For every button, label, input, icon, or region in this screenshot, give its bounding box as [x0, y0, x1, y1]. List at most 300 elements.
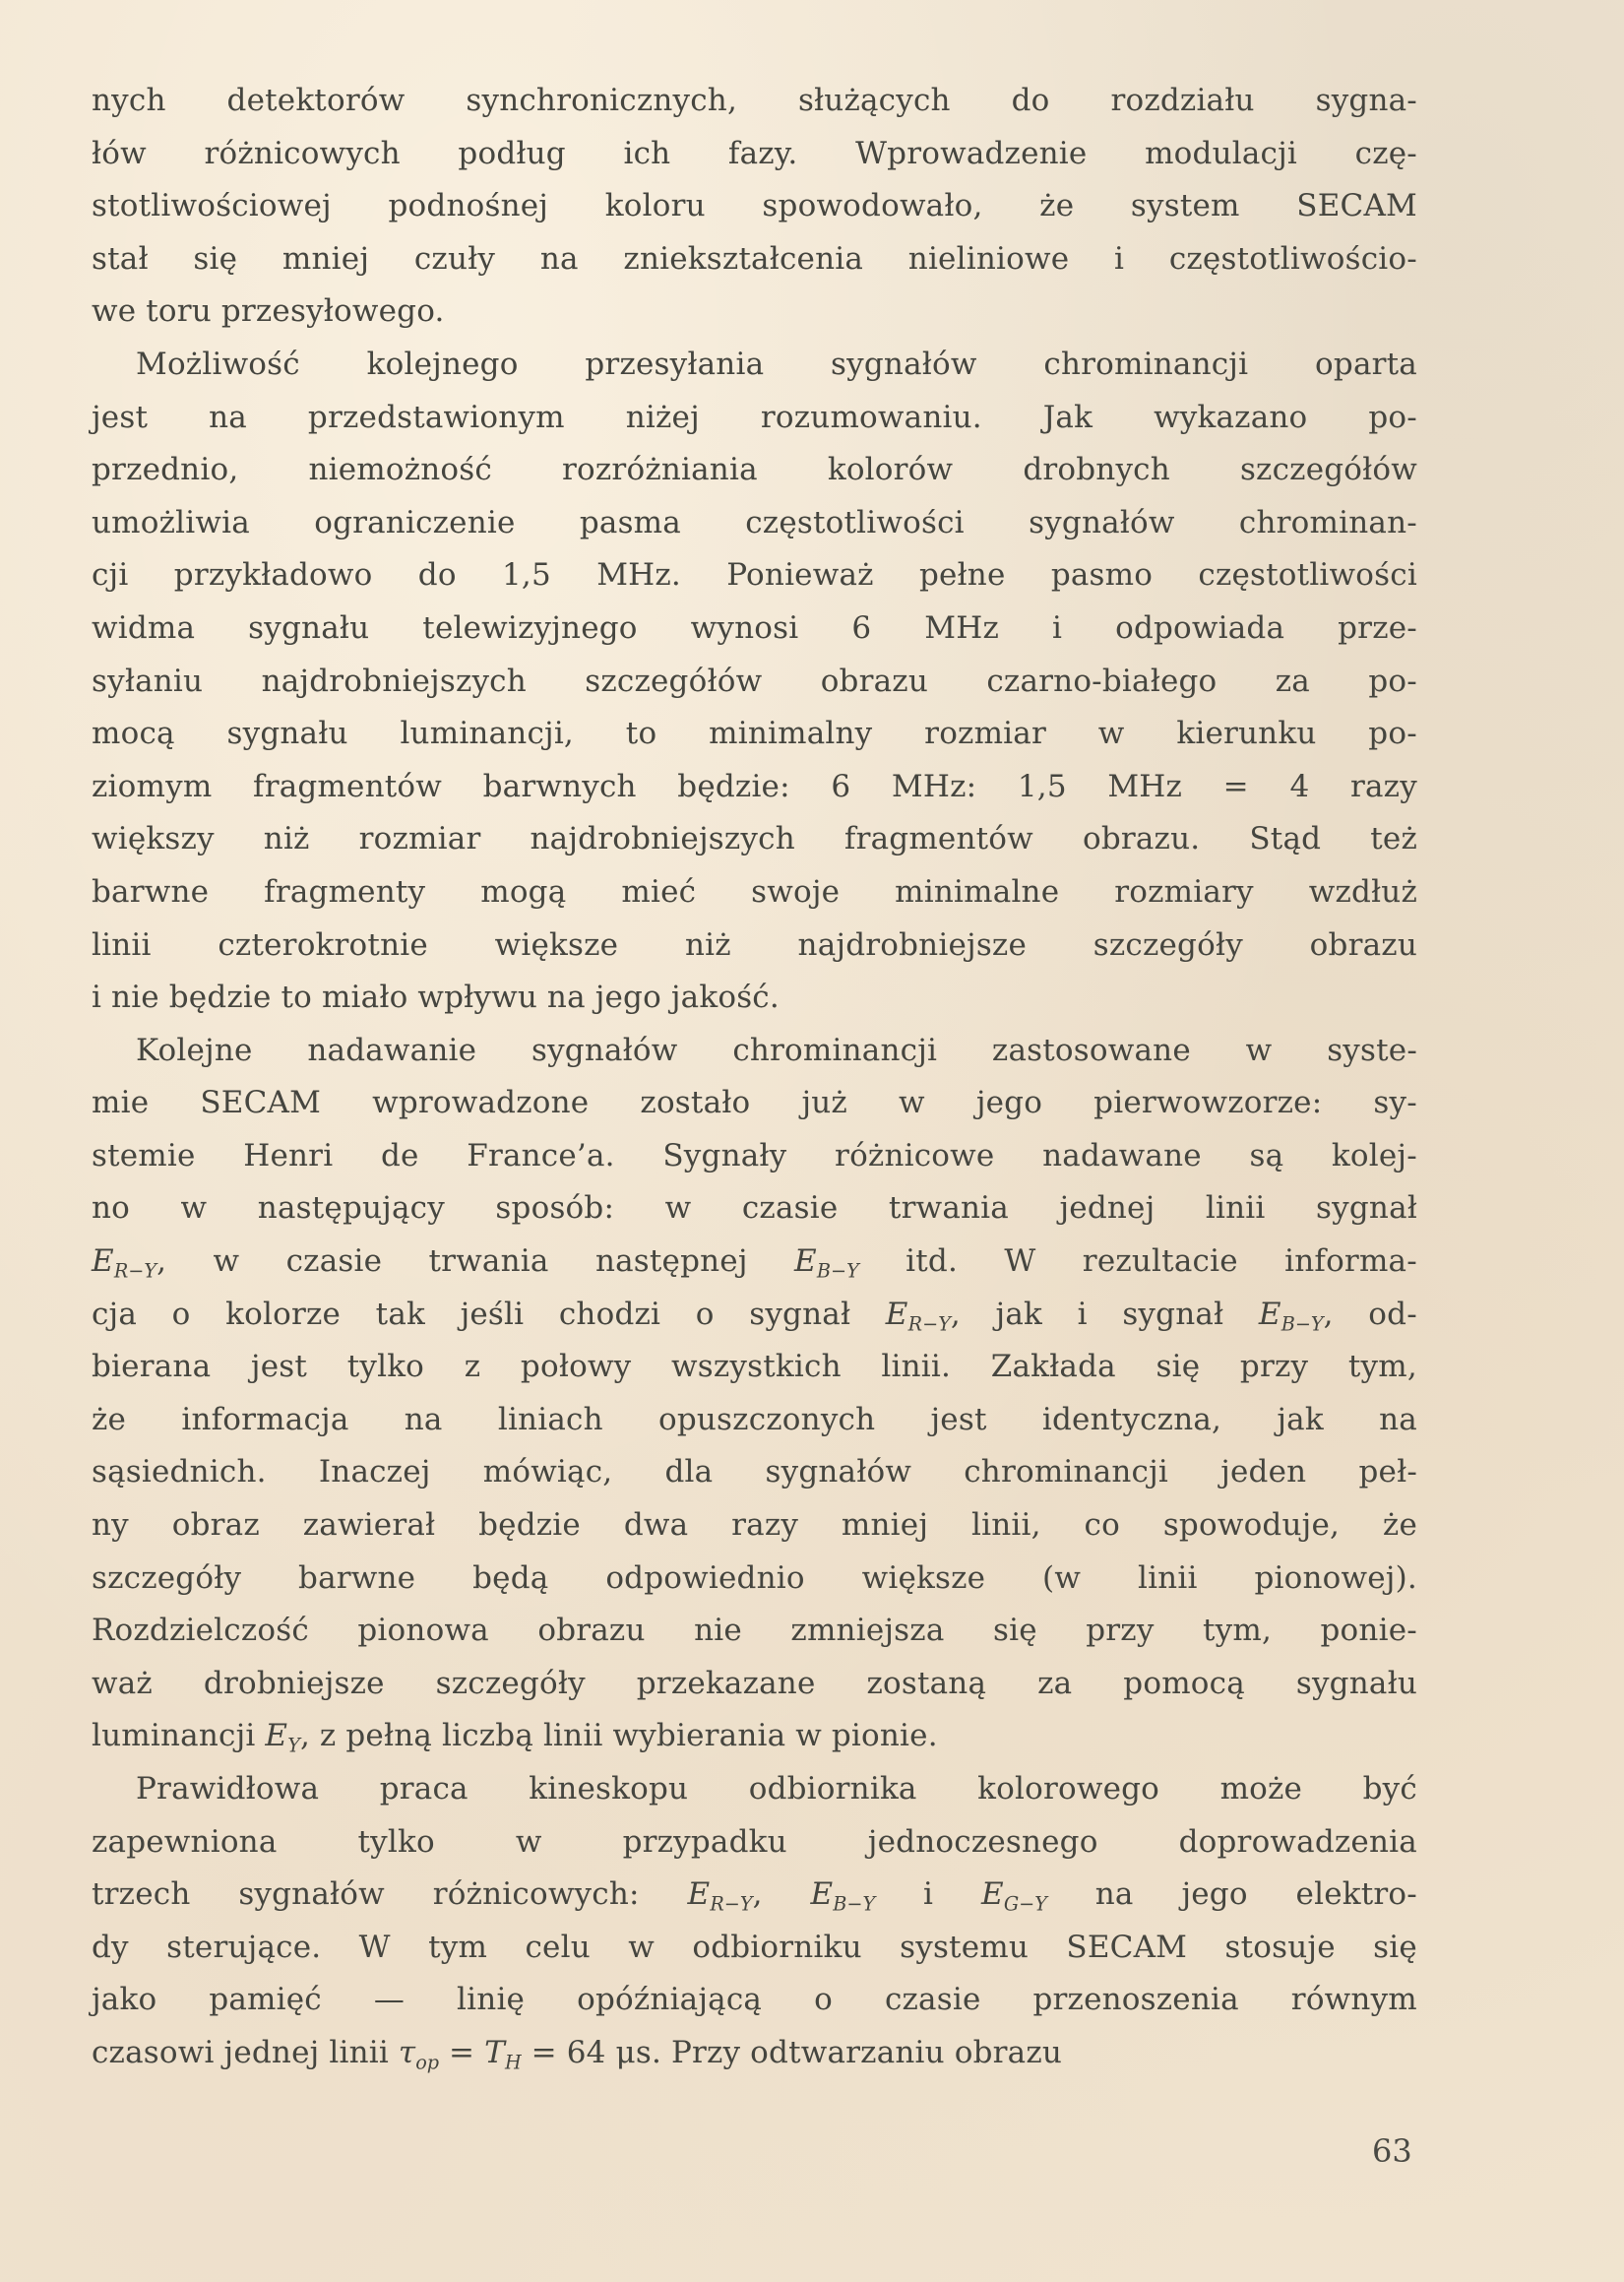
word: informacja: [181, 1401, 349, 1437]
word: synchronicznych,: [466, 83, 738, 118]
word: Zakłada: [990, 1349, 1116, 1385]
word: na: [539, 240, 579, 277]
math-subscript: G−Y: [1003, 1892, 1047, 1916]
word: Inaczej: [318, 1454, 431, 1490]
word: jednej: [1059, 1190, 1156, 1227]
word: ich: [623, 135, 671, 171]
word: w: [515, 1823, 542, 1860]
word: sąsiednich.: [92, 1454, 267, 1490]
word: pomocą: [1123, 1665, 1245, 1701]
word: czę-: [1354, 135, 1417, 171]
text-line: [92, 1182, 1417, 1236]
word: prze-: [1338, 609, 1417, 646]
word: mie: [92, 1085, 150, 1121]
math-base: E: [980, 1876, 1004, 1913]
word: W: [1004, 1243, 1036, 1280]
word: jego: [975, 1085, 1043, 1121]
math-symbol: [399, 2027, 439, 2089]
word: kolej-: [1331, 1137, 1417, 1173]
punctuation: ,: [1323, 1296, 1334, 1332]
math-subscript: H: [505, 2051, 522, 2074]
word: linii: [1137, 1559, 1198, 1596]
text-line: [92, 180, 1417, 233]
word: obrazu.: [1082, 821, 1201, 857]
word: Kolejne: [136, 1032, 253, 1068]
word: tak: [375, 1296, 425, 1332]
word: różnicowych:: [432, 1876, 640, 1913]
word: kolorze: [225, 1296, 342, 1332]
word: są: [1249, 1137, 1284, 1173]
word: czasie: [285, 1243, 383, 1280]
word: zniekształcenia: [623, 240, 864, 277]
word: minimalne: [895, 873, 1060, 910]
word: 6: [831, 768, 851, 804]
math-subscript: R−Y: [907, 1312, 951, 1336]
math-base: E: [265, 1718, 288, 1754]
word: celu: [525, 1929, 591, 1965]
word: fragmenty: [264, 873, 426, 910]
word: sygnału: [1295, 1665, 1417, 1701]
word: MHz: [1107, 768, 1183, 804]
word: wynosi: [690, 609, 799, 646]
word: umożliwia: [92, 504, 250, 540]
word: chrominancji: [732, 1032, 938, 1068]
word: opuszczonych: [657, 1401, 876, 1437]
word: odbiorniku: [692, 1929, 862, 1965]
word: to: [625, 716, 657, 752]
text-line: [92, 1658, 1417, 1711]
word: jednoczesnego: [867, 1823, 1098, 1860]
word: =: [449, 2034, 475, 2070]
word: pionowej).: [1254, 1559, 1417, 1596]
word: częstotliwości: [1198, 557, 1417, 594]
word: o: [695, 1296, 715, 1332]
word: linii: [329, 2034, 389, 2070]
word: w: [1245, 1032, 1273, 1068]
word: koloru: [604, 188, 706, 224]
word: zawierał: [302, 1507, 436, 1544]
word: (w: [1042, 1559, 1082, 1596]
word: tym: [428, 1929, 488, 1965]
word: niżej: [625, 399, 700, 435]
word: jako: [92, 1982, 157, 2018]
text-line: [92, 1341, 1417, 1394]
word: obrazu: [537, 1613, 646, 1649]
text-line: [92, 1025, 1417, 1078]
text-line: [92, 1394, 1417, 1447]
word: stosuje: [1224, 1929, 1336, 1965]
word: niż: [263, 821, 310, 857]
word: odbiornika: [748, 1771, 917, 1807]
word: jest: [92, 399, 149, 435]
word: przedstawionym: [307, 399, 565, 435]
word: telewizyjnego: [422, 609, 638, 646]
word: modulacji: [1145, 135, 1298, 171]
word: w: [180, 1190, 208, 1227]
word: i: [923, 1876, 934, 1913]
word: sygnałów: [1029, 504, 1175, 540]
word: rozmiar: [358, 821, 481, 857]
text-line: [92, 497, 1417, 550]
paragraph: [92, 1025, 1417, 1763]
text-line: [92, 1869, 1417, 1922]
word: 6: [851, 609, 872, 646]
word: wprowadzone: [372, 1085, 590, 1121]
text-line: [92, 339, 1417, 392]
word: przekazane: [636, 1665, 816, 1701]
math-subscript: B−Y: [1280, 1312, 1324, 1336]
word: linii,: [971, 1507, 1041, 1544]
word: informa-: [1284, 1243, 1417, 1280]
word: szczegóły: [435, 1665, 586, 1701]
paragraph: [92, 75, 1417, 339]
word: nych: [92, 83, 166, 118]
word: pełną: [345, 1718, 433, 1754]
word: sygna-: [1315, 83, 1417, 118]
word: spowodowało,: [762, 188, 983, 224]
text-line: [92, 444, 1417, 497]
math-subscript: R−Y: [113, 1259, 157, 1283]
word: fazy.: [727, 135, 798, 171]
word: niż: [684, 926, 731, 963]
word: będzie:: [677, 768, 790, 804]
word: no: [92, 1190, 131, 1227]
word: zostało: [640, 1085, 751, 1121]
word: syłaniu: [92, 663, 204, 699]
word: barwnych: [482, 768, 637, 804]
word: po-: [1368, 663, 1417, 699]
word: czuły: [413, 240, 496, 277]
word: nie: [111, 980, 159, 1016]
word: liniach: [497, 1401, 603, 1437]
word: przykładowo: [173, 557, 373, 594]
text-line: [92, 1922, 1417, 1975]
word: z: [319, 1718, 337, 1754]
word: Prawidłowa: [136, 1771, 320, 1807]
word: na: [209, 399, 247, 435]
word: przy: [1239, 1349, 1309, 1385]
word: linii: [1205, 1190, 1266, 1227]
word: obrazu: [954, 2034, 1063, 2070]
word: łów: [92, 135, 147, 171]
word: większy: [92, 821, 215, 857]
word: co: [1084, 1507, 1120, 1544]
word: μs.: [615, 2034, 662, 2070]
word: tylko: [357, 1823, 435, 1860]
word: rozumowaniu.: [760, 399, 982, 435]
word: sy-: [1373, 1085, 1417, 1121]
word: pierwowzorze:: [1093, 1085, 1323, 1121]
word: czarno-białego: [986, 663, 1218, 699]
word: równym: [1290, 1982, 1417, 2018]
word: przy: [1086, 1613, 1155, 1649]
math-subscript: op: [415, 2051, 440, 2074]
word: czasie: [884, 1982, 981, 2018]
word: de: [380, 1137, 419, 1173]
word: czasie: [741, 1190, 839, 1227]
word: jednej: [223, 2034, 320, 2070]
word: obraz: [171, 1507, 260, 1544]
word: na: [404, 1401, 443, 1437]
word: przednio,: [92, 452, 239, 488]
word: pełne: [918, 557, 1006, 594]
word: jeden: [1220, 1454, 1307, 1490]
word: odpowiednio: [605, 1559, 805, 1596]
text-line: [92, 1236, 1417, 1289]
word: kolejnego: [366, 346, 519, 382]
word: linii: [542, 1718, 603, 1754]
word: to: [281, 980, 313, 1016]
word: stał: [92, 240, 149, 277]
word: France’a.: [467, 1137, 615, 1173]
text-line: [92, 708, 1417, 761]
word: niemożność: [308, 452, 492, 488]
word: w: [795, 1718, 822, 1754]
word: będzie: [478, 1507, 581, 1544]
word: częstotliwości: [745, 504, 965, 540]
word: czterokrotnie: [218, 926, 428, 963]
text-line: [92, 602, 1417, 656]
word: ograniczenie: [314, 504, 516, 540]
word: systemu: [900, 1929, 1030, 1965]
word: jak: [1277, 1401, 1324, 1437]
page-number: 63: [1372, 2132, 1412, 2170]
word: odtwarzaniu: [750, 2034, 945, 2070]
word: nadawane: [1042, 1137, 1202, 1173]
word: nie: [694, 1613, 742, 1649]
word: widma: [92, 609, 196, 646]
math-base: E: [885, 1296, 908, 1332]
text-line: [92, 1077, 1417, 1130]
word: sygnałów: [765, 1454, 912, 1490]
word: następujący: [257, 1190, 445, 1227]
word: i: [1051, 609, 1063, 646]
word: też: [1370, 821, 1417, 857]
word: cja: [92, 1296, 138, 1332]
math-subscript: B−Y: [833, 1892, 876, 1916]
word: szczegółów: [585, 663, 763, 699]
word: sygnału: [226, 716, 348, 752]
text-line: [92, 866, 1417, 919]
word: dla: [664, 1454, 714, 1490]
word: jeśli: [460, 1296, 525, 1332]
word: się: [1156, 1349, 1201, 1385]
word: zostaną: [866, 1665, 987, 1701]
word: przesyłania: [585, 346, 765, 382]
text-line: [92, 1974, 1417, 2027]
word: detektorów: [226, 83, 406, 118]
word: podnośnej: [388, 188, 549, 224]
punctuation: ,: [950, 1296, 961, 1332]
word: się: [1373, 1929, 1417, 1965]
word: się: [992, 1613, 1037, 1649]
word: luminancji: [92, 1718, 256, 1754]
word: rozróżniania: [562, 452, 758, 488]
word: mocą: [92, 716, 175, 752]
word: najdrobniejsze: [797, 926, 1028, 963]
word: doprowadzenia: [1178, 1823, 1417, 1860]
word: za: [1037, 1665, 1073, 1701]
word: sposób:: [495, 1190, 615, 1227]
word: Sygnały: [662, 1137, 787, 1173]
word: ponie-: [1320, 1613, 1417, 1649]
word: Możliwość: [136, 346, 300, 382]
word: mogą: [480, 873, 567, 910]
paragraph: [92, 339, 1417, 1025]
word: kolorów: [827, 452, 954, 488]
word: połowy: [520, 1349, 632, 1385]
word: że: [1382, 1507, 1417, 1544]
text-line: [92, 1816, 1417, 1870]
word: pionie.: [831, 1718, 938, 1754]
word: Przy: [670, 2034, 741, 2070]
word: linii.: [881, 1349, 952, 1385]
word: zapewniona: [92, 1823, 278, 1860]
word: wybierania: [612, 1718, 786, 1754]
word: 64: [566, 2034, 606, 2070]
word: miało: [321, 980, 408, 1016]
word: rozmiary: [1114, 873, 1254, 910]
word: trwania: [428, 1243, 549, 1280]
word: trzech: [92, 1876, 191, 1913]
word: nadawanie: [307, 1032, 477, 1068]
word: sygnał: [749, 1296, 851, 1332]
word: o: [814, 1982, 833, 2018]
word: drobniejsze: [203, 1665, 385, 1701]
word: bierana: [92, 1349, 212, 1385]
word: ny: [92, 1507, 129, 1544]
word: najdrobniejszych: [530, 821, 795, 857]
word: toru: [146, 293, 212, 330]
word: większe: [861, 1559, 986, 1596]
word: z: [464, 1349, 481, 1385]
word: elektro-: [1295, 1876, 1417, 1913]
punctuation: ,: [299, 1718, 310, 1754]
word: —: [373, 1982, 406, 2018]
word: zmniejsza: [790, 1613, 945, 1649]
word: MHz.: [596, 557, 681, 594]
word: do: [1011, 83, 1050, 118]
word: identyczna,: [1041, 1401, 1222, 1437]
word: różnicowe: [835, 1137, 995, 1173]
word: Jak: [1042, 399, 1093, 435]
word: po-: [1368, 716, 1417, 752]
word: być: [1362, 1771, 1417, 1807]
math-base: T: [484, 2034, 505, 2070]
word: SECAM: [1296, 188, 1417, 224]
word: wpływu: [417, 980, 538, 1016]
word: sygnałów: [238, 1876, 385, 1913]
word: na: [1379, 1401, 1417, 1437]
word: luminancji,: [400, 716, 574, 752]
word: Rozdzielczość: [92, 1613, 309, 1649]
word: itd.: [906, 1243, 958, 1280]
word: stemie: [92, 1137, 196, 1173]
text-line: [92, 392, 1417, 445]
punctuation: ,: [752, 1876, 763, 1913]
word: wykazano: [1154, 399, 1308, 435]
word: i: [1113, 240, 1125, 277]
word: wzdłuż: [1308, 873, 1417, 910]
word: szczegóły: [92, 1559, 242, 1596]
text-line: [92, 1710, 1417, 1763]
text-line: [92, 1605, 1417, 1658]
math-base: E: [794, 1243, 817, 1280]
word: jak: [995, 1296, 1043, 1332]
word: MHz:: [891, 768, 977, 804]
word: służących: [797, 83, 951, 118]
word: =: [531, 2034, 557, 2070]
word: fragmentów: [253, 768, 442, 804]
word: kolorowego: [977, 1771, 1160, 1807]
word: pionowa: [357, 1613, 489, 1649]
text-line: [92, 919, 1417, 973]
body-text: [92, 75, 1417, 2080]
paragraph: [92, 1763, 1417, 2080]
word: ziomym: [92, 768, 213, 804]
word: następnej: [594, 1243, 748, 1280]
word: 1,5: [1017, 768, 1067, 804]
text-line: [92, 1289, 1417, 1342]
text-line: [92, 1553, 1417, 1606]
word: jest: [250, 1349, 308, 1385]
math-base: E: [92, 1243, 114, 1280]
word: drobnych: [1023, 452, 1170, 488]
word: mniej: [281, 240, 370, 277]
word: sygnałów: [831, 346, 977, 382]
word: stotliwościowej: [92, 188, 332, 224]
word: się: [193, 240, 238, 277]
text-line: [92, 1130, 1417, 1183]
word: linii: [92, 926, 152, 963]
word: W: [358, 1929, 391, 1965]
word: szczegóły: [1093, 926, 1243, 963]
word: system: [1130, 188, 1240, 224]
word: większe: [494, 926, 619, 963]
word: swoje: [751, 873, 841, 910]
word: chrominancji: [1043, 346, 1249, 382]
word: sygnał: [1122, 1296, 1224, 1332]
word: że: [92, 1401, 127, 1437]
text-line: [92, 972, 1417, 1025]
math-subscript: R−Y: [710, 1892, 753, 1916]
text-line: [92, 1499, 1417, 1553]
word: będzie: [168, 980, 272, 1016]
word: sygnału: [248, 609, 370, 646]
word: MHz: [924, 609, 999, 646]
math-subscript: Y: [287, 1735, 300, 1758]
text-line: [92, 285, 1417, 339]
word: =: [1222, 768, 1249, 804]
word: Henri: [243, 1137, 334, 1173]
word: na: [1094, 1876, 1134, 1913]
word: w: [1097, 716, 1125, 752]
math-symbol: [484, 2027, 522, 2089]
word: Stąd: [1249, 821, 1322, 857]
word: od-: [1368, 1296, 1417, 1332]
word: jego: [594, 980, 661, 1016]
word: odpowiada: [1115, 609, 1285, 646]
word: jest: [930, 1401, 987, 1437]
word: sterujące.: [166, 1929, 322, 1965]
word: minimalny: [709, 716, 873, 752]
word: sygnał: [1316, 1190, 1417, 1227]
word: do: [417, 557, 457, 594]
word: kineskopu: [529, 1771, 689, 1807]
word: cji: [92, 557, 129, 594]
word: we: [92, 293, 137, 330]
word: częstotliwościo-: [1168, 240, 1417, 277]
